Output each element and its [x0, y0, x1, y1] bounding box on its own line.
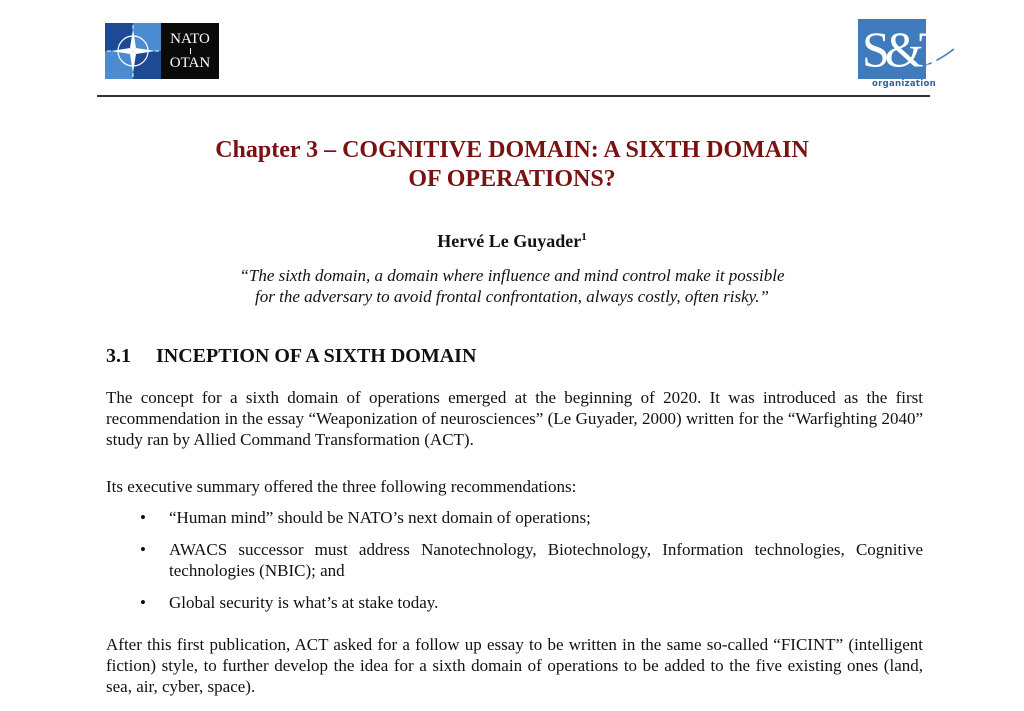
chapter-title-line-2: OF OPERATIONS? — [408, 166, 616, 192]
author-line — [0, 231, 1024, 252]
epigraph-line-2: for the adversary to avoid frontal confrontation, always costly, often risky.” — [255, 287, 769, 306]
nato-otan-wordmark — [161, 23, 219, 79]
bullet-icon: • — [140, 508, 146, 527]
list-item-text: AWACS successor must address Nanotechnology, Biotechnology, Information technologies, Cognitive technologies (NBIC); and — [169, 540, 923, 580]
st-organization-logo — [858, 19, 958, 91]
recommendations-list — [106, 507, 923, 624]
epigraph-line-1: “The sixth domain, a domain where influence and mind control make it possible — [239, 266, 785, 285]
body-paragraph-1: The concept for a sixth domain of operations emerged at the beginning of 2020. It was introduced as the first recommendation in the essay “Weaponization of neurosciences” (Le Guyader, 2000) written for the “Warfighting 2040” study ran by Allied Command Transformation (ACT). — [106, 388, 923, 449]
header-divider — [97, 95, 930, 97]
bullet-icon: • — [140, 593, 146, 612]
nato-otan-logo — [105, 23, 219, 79]
list-item-text: “Human mind” should be NATO’s next domain of operations; — [169, 508, 591, 527]
bullet-icon: • — [140, 540, 146, 559]
chapter-title-line-1: Chapter 3 – COGNITIVE DOMAIN: A SIXTH DOMAIN — [215, 137, 809, 163]
body-paragraph-2: Its executive summary offered the three following recommendations: — [106, 477, 577, 496]
section-title: INCEPTION OF A SIXTH DOMAIN — [156, 345, 477, 367]
list-item-text: Global security is what’s at stake today. — [169, 593, 439, 612]
nato-compass-star-icon — [105, 23, 161, 79]
otan-text: OTAN — [169, 55, 211, 71]
author-name: Hervé Le Guyader — [437, 231, 582, 251]
nato-text: NATO — [170, 31, 210, 47]
st-organization-caption: organization — [872, 79, 936, 89]
list-item — [106, 507, 923, 528]
list-item — [106, 539, 923, 581]
section-number: 3.1 — [106, 345, 131, 367]
epigraph-quote — [0, 265, 1024, 307]
section-heading — [106, 345, 476, 368]
list-item — [106, 592, 923, 613]
body-paragraph-3: After this first publication, ACT asked for a follow up essay to be written in the same so-called “FICINT” (intelligent fiction) style, to further develop the idea for a sixth domain of operations to be added to the five existing ones (land, sea, air, cyber, space). — [106, 635, 923, 696]
author-footnote-ref[interactable]: 1 — [581, 231, 587, 243]
st-letters: S&T — [862, 21, 945, 77]
chapter-title — [0, 136, 1024, 194]
